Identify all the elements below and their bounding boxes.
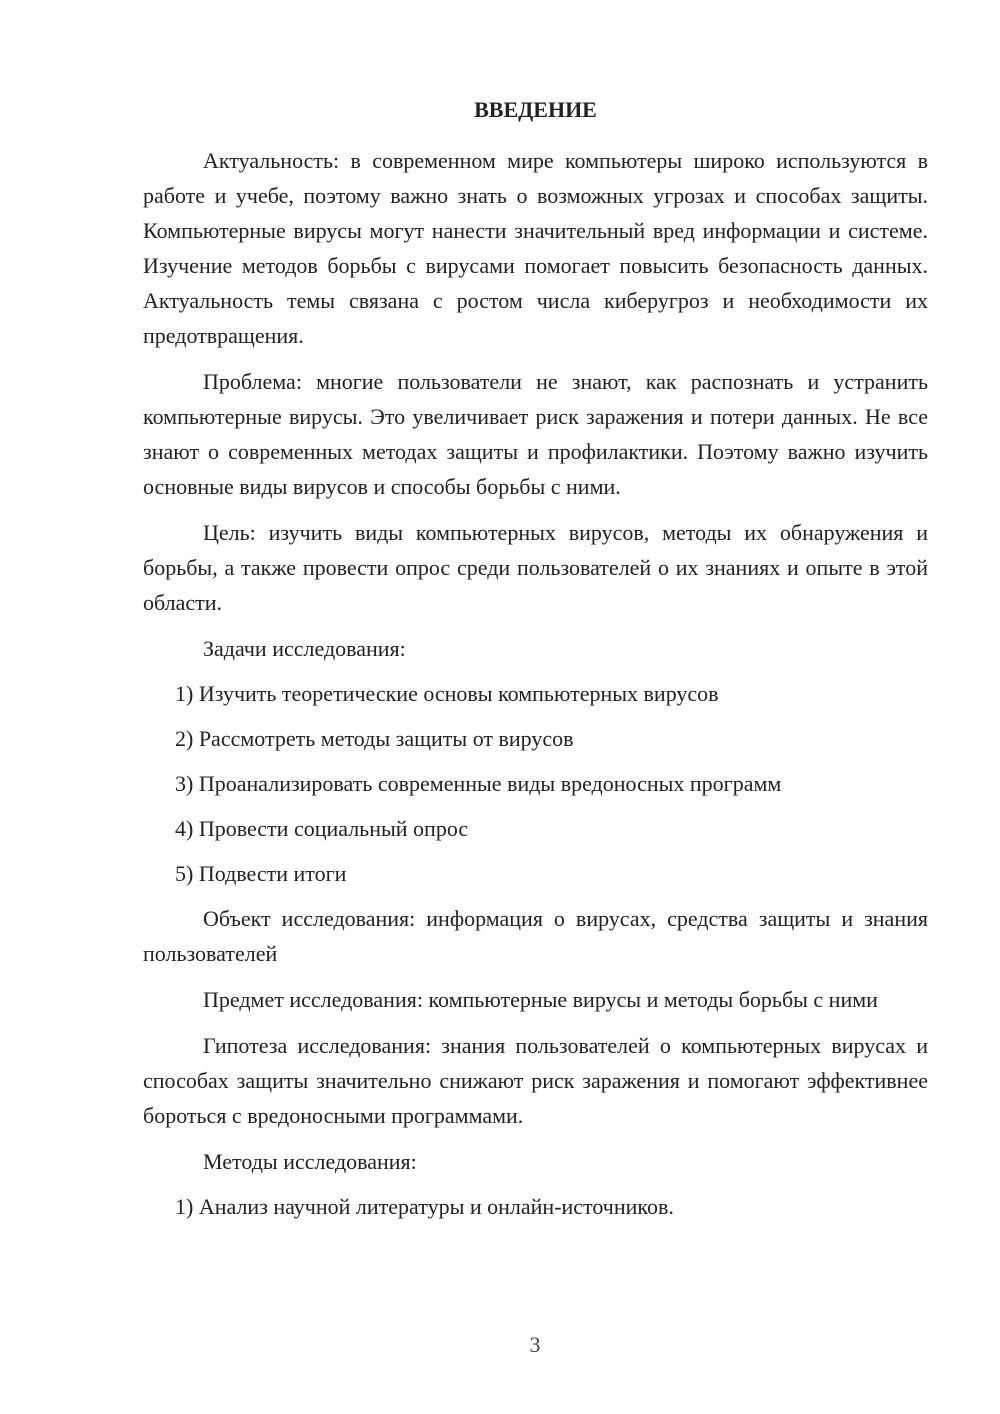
list-item: 4) Провести социальный опрос xyxy=(175,816,469,841)
page-number: 3 xyxy=(529,1332,541,1357)
list-item: 3) Проанализировать современные виды вредоносных программ xyxy=(175,771,782,796)
page-content xyxy=(143,95,928,1234)
subject-paragraph: Предмет исследования: компьютерные вирусы и методы борьбы с ними xyxy=(203,987,878,1012)
tasks-list xyxy=(143,676,928,891)
list-item: 2) Рассмотреть методы защиты от вирусов xyxy=(175,726,574,751)
hypothesis-paragraph: Гипотеза исследования: знания пользователей о компьютерных вирусах и способах защиты значительно снижают риск заражения и помогают эффективнее бороться с вредоносными программами. xyxy=(143,1033,928,1128)
section-title: ВВЕДЕНИЕ xyxy=(474,97,597,122)
methods-list xyxy=(143,1189,928,1224)
list-item: 5) Подвести итоги xyxy=(175,861,347,886)
tasks-label: Задачи исследования: xyxy=(203,636,406,661)
object-paragraph: Объект исследования: информация о вирусах, средства защиты и знания пользователей xyxy=(143,906,928,966)
problem-paragraph: Проблема: многие пользователи не знают, как распознать и устранить компьютерные вирусы. Это увеличивает риск заражения и потери данных. Не все знают о современных методах защиты и профилактики. Поэтому важно изучить основные виды вирусов и способы борьбы с ними. xyxy=(143,369,928,499)
list-item: 1) Анализ научной литературы и онлайн-источников. xyxy=(175,1194,674,1219)
goal-paragraph: Цель: изучить виды компьютерных вирусов, методы их обнаружения и борьбы, а также провести опрос среди пользователей о их знаниях и опыте в этой области. xyxy=(143,520,928,615)
methods-label: Методы исследования: xyxy=(203,1149,417,1174)
relevance-paragraph: Актуальность: в современном мире компьютеры широко используются в работе и учебе, поэтому важно знать о возможных угрозах и способах защиты. Компьютерные вирусы могут нанести значительный вред информации и системе. Изучение методов борьбы с вирусами помогает повысить безопасность данных. Актуальность темы связана с ростом числа киберугроз и необходимости их предотвращения. xyxy=(143,148,928,348)
list-item: 1) Изучить теоретические основы компьютерных вирусов xyxy=(175,681,719,706)
